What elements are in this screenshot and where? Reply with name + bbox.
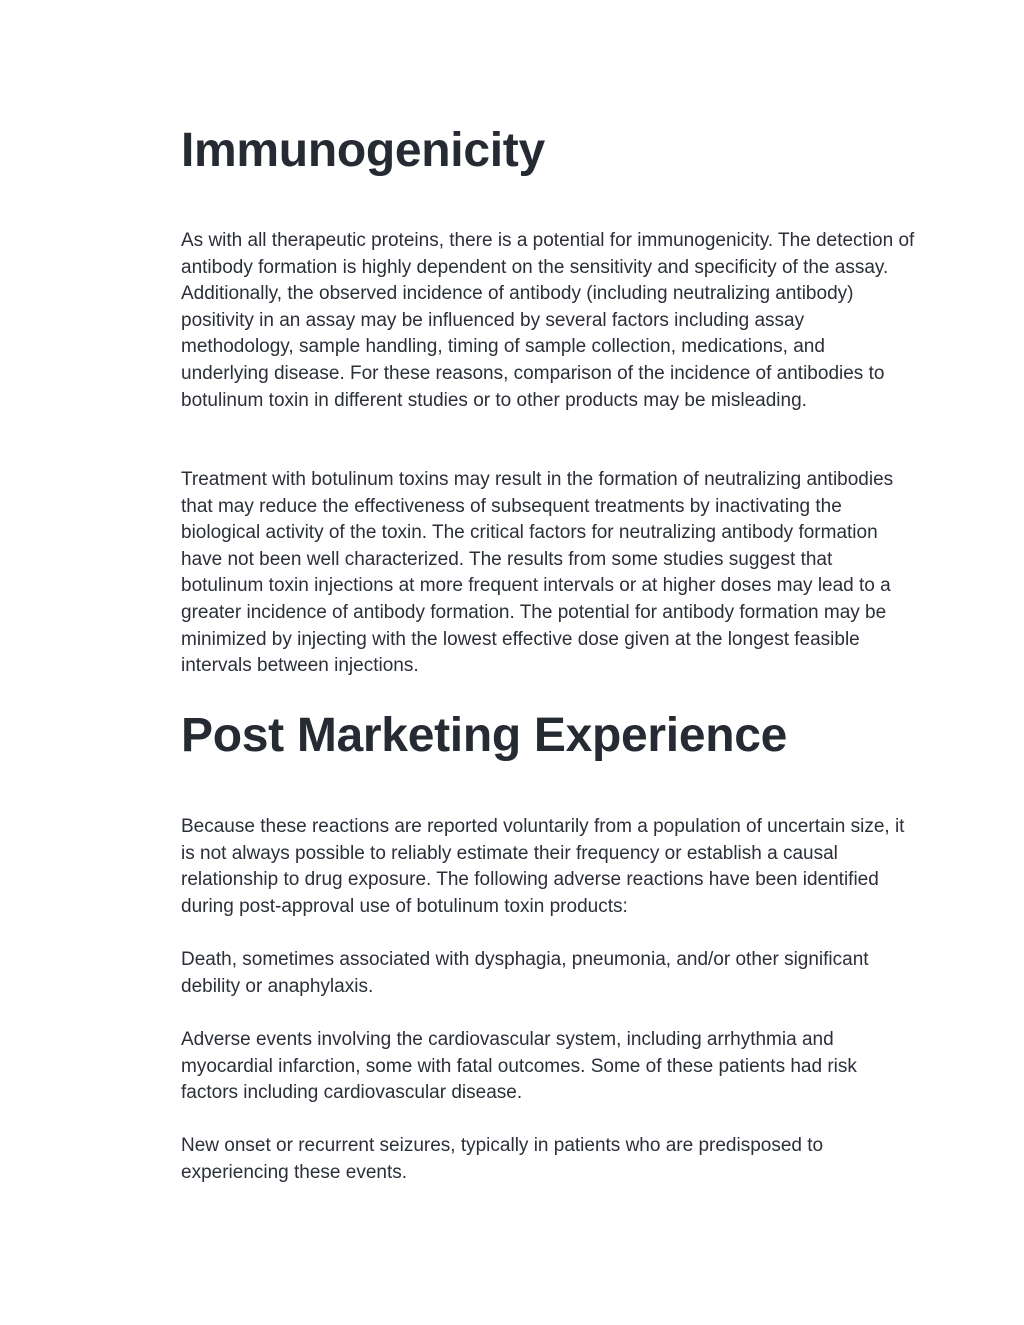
paragraph-post-marketing-3: Adverse events involving the cardiovascular system, including arrhythmia and myocardial infarction, some with fatal outcomes. Some of these patients had risk factors including cardiovascular disease.: [181, 1029, 857, 1104]
section-title-immunogenicity: Immunogenicity: [181, 124, 545, 177]
paragraph-post-marketing-1: Because these reactions are reported voluntarily from a population of uncertain size, it is not always possible to reliably estimate their frequency or establish a causal relationship to drug exposure. The following adverse reactions have been identified during post-approval use of botulinum toxin products:: [181, 816, 905, 917]
paragraph-post-marketing-4: New onset or recurrent seizures, typically in patients who are predisposed to experiencing these events.: [181, 1135, 824, 1183]
section-title-post-marketing: Post Marketing Experience: [181, 709, 788, 762]
paragraph-post-marketing-2: Death, sometimes associated with dysphagia, pneumonia, and/or other significant debility or anaphylaxis.: [181, 949, 869, 997]
paragraph-immunogenicity-1: As with all therapeutic proteins, there is a potential for immunogenicity. The detection of antibody formation is highly dependent on the sensitivity and specificity of the assay. Additionally, the observed incidence of antibody (including neutralizing antibody) positivity in an assay may be influenced by several factors including assay methodology, sample handling, timing of sample collection, medications, and underlying disease. For these reasons, comparison of the incidence of antibodies to botulinum toxin in different studies or to other products may be misleading.: [181, 230, 915, 411]
paragraph-immunogenicity-2: Treatment with botulinum toxins may result in the formation of neutralizing antibodies that may reduce the effectiveness of subsequent treatments by inactivating the biological activity of the toxin. The critical factors for neutralizing antibody formation have not been well characterized. The results from some studies suggest that botulinum toxin injections at more frequent intervals or at higher doses may lead to a greater incidence of antibody formation. The potential for antibody formation may be minimized by injecting with the lowest effective dose given at the longest feasible intervals between injections.: [181, 469, 894, 677]
